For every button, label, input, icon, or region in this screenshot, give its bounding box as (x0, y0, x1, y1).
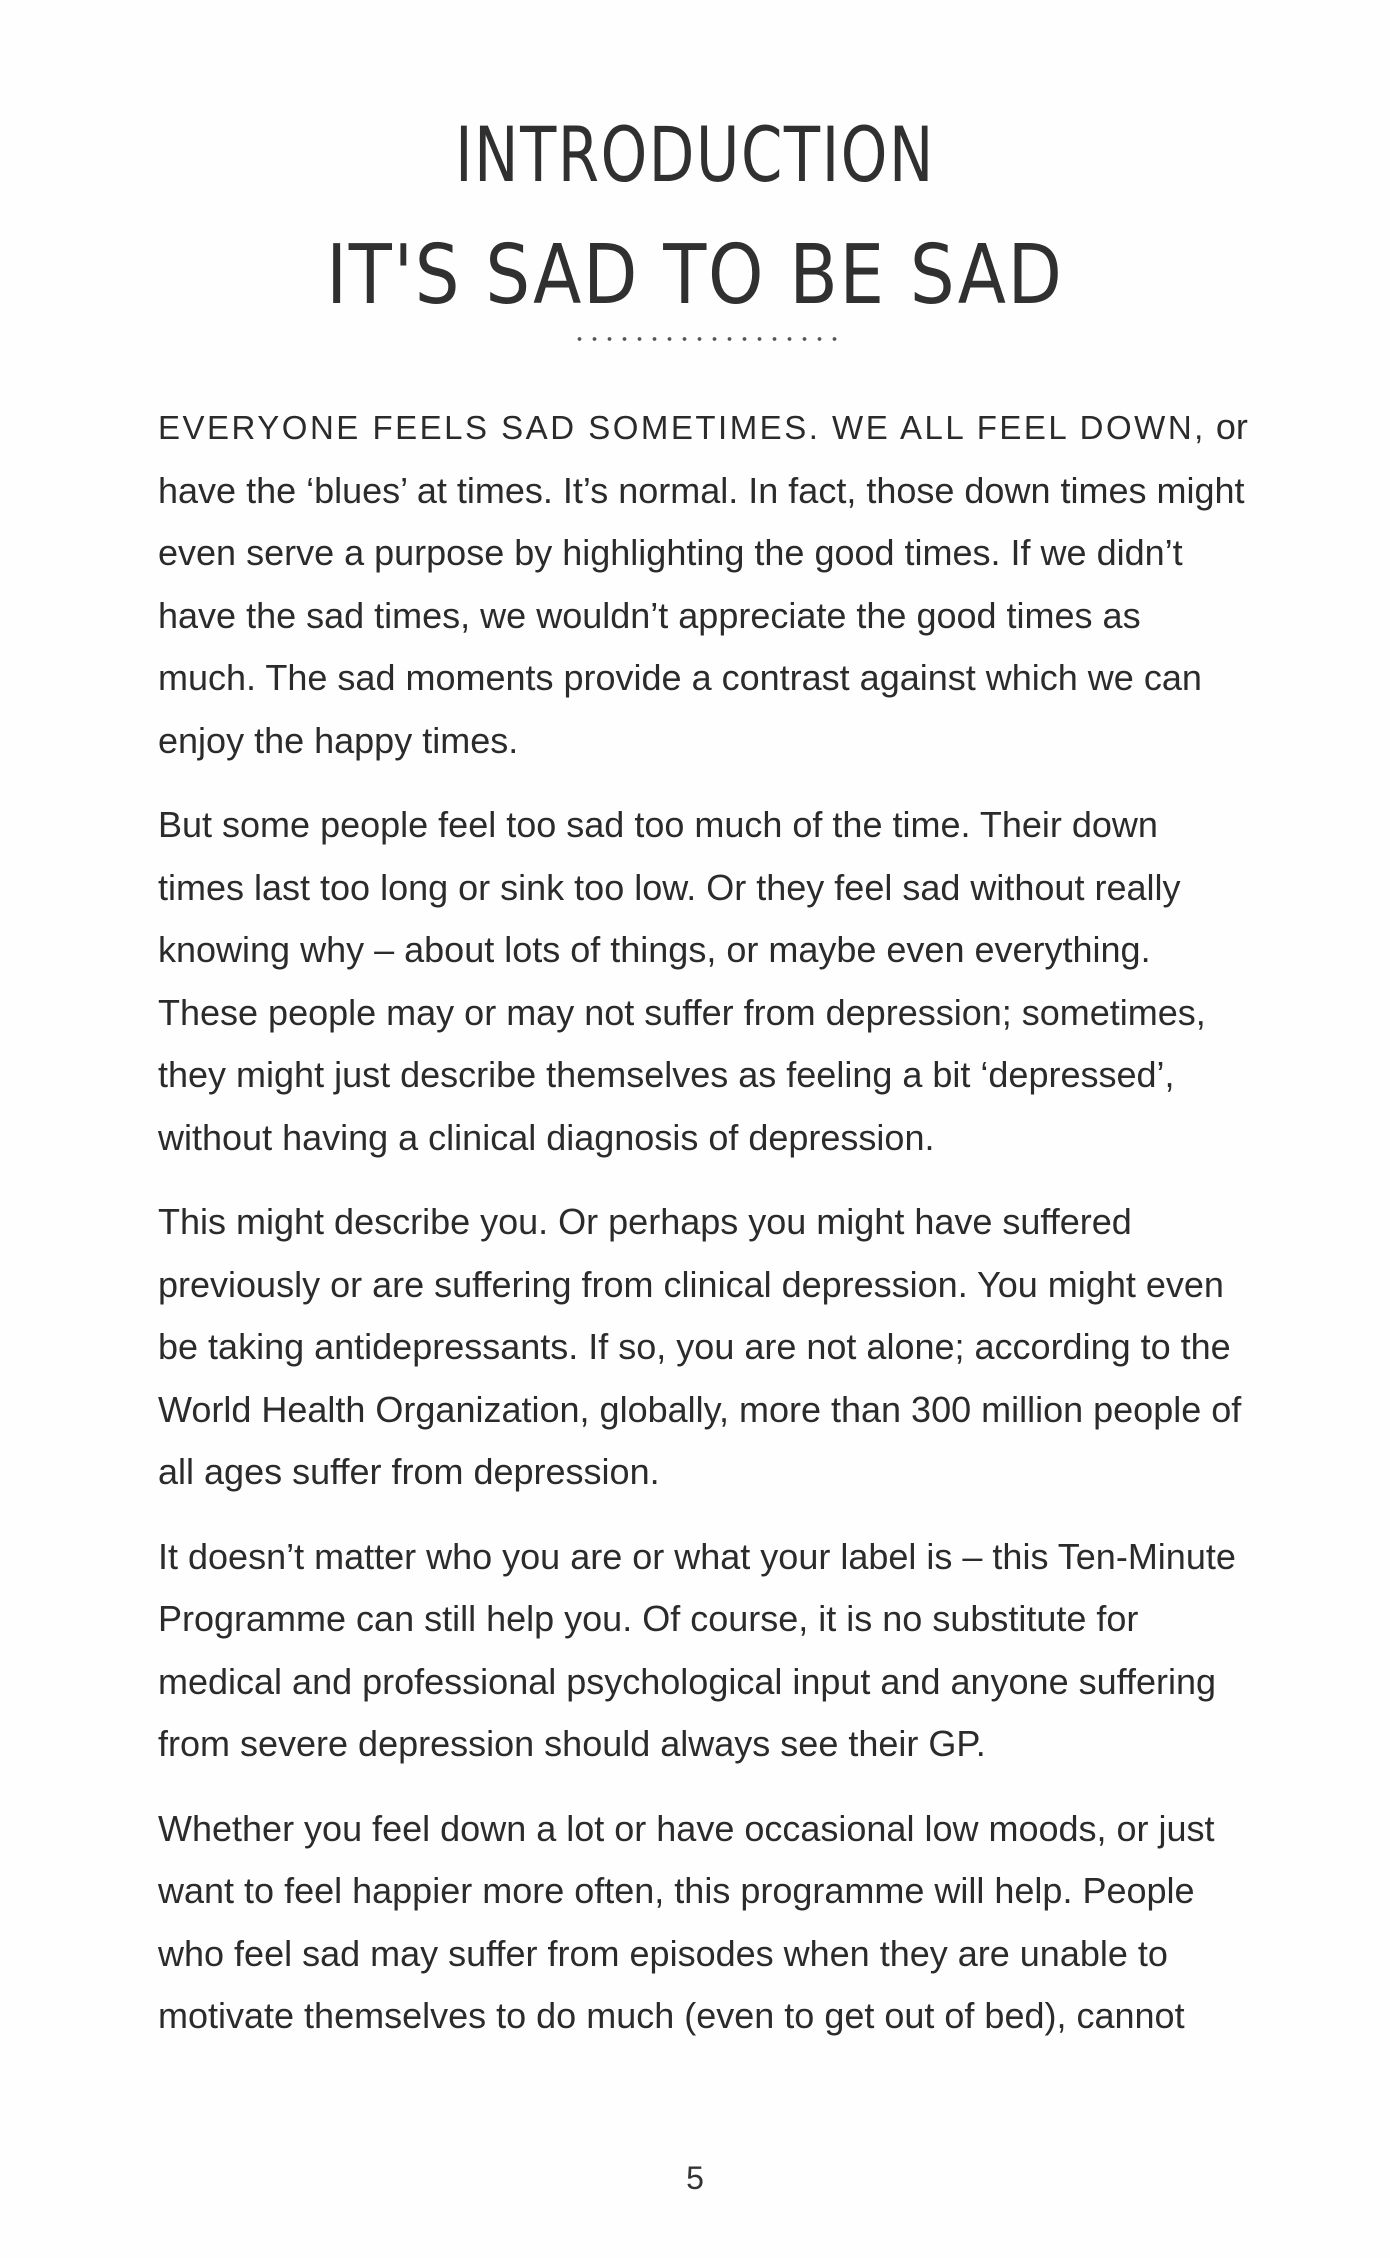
paragraph-lead-caps: EVERYONE FEELS SAD SOMETIMES. WE ALL FEEL DOWN, (158, 409, 1206, 446)
paragraph-5: Whether you feel down a lot or have occasional low moods, or just want to feel happier more often, this programme will help. People who feel sad may suffer from episodes when they are unable to motivate themselves to do much (even to get out of bed), cannot (158, 1807, 1215, 2036)
chapter-title: IT'S SAD TO BE SAD (326, 228, 1064, 323)
page-number: 5 (686, 2160, 704, 2196)
paragraph-2: But some people feel too sad too much of the time. Their down times last too long or sink too low. Or they feel sad without really knowing why – about lots of things, or maybe even everything. These people may or may not suffer from depression; sometimes, they might just describe themselves as feeling a bit ‘depressed’, without having a clinical diagnosis of depression. (158, 804, 1206, 1158)
paragraph-1 (158, 396, 1248, 772)
chapter-label: INTRODUCTION (455, 110, 935, 199)
body-text (158, 396, 1248, 2070)
paragraph-4: It doesn’t matter who you are or what your label is – this Ten-Minute Programme can still help you. Of course, it is no substitute for medical and professional psychological input and anyone suffering from severe depression should always see their GP. (158, 1535, 1236, 1764)
dotted-divider (572, 336, 842, 342)
paragraph-3: This might describe you. Or perhaps you might have suffered previously or are suffering from clinical depression. You might even be taking antidepressants. If so, you are not alone; according to the World Health Organization, globally, more than 300 million people of all ages suffer from depression. (158, 1201, 1242, 1492)
paragraph-text: or have the ‘blues’ at times. It’s normal. In fact, those down times might even serve a purpose by highlighting the good times. If we didn’t have the sad times, we wouldn’t appreciate the good times as much. The sad moments provide a contrast against which we can enjoy the happy times. (158, 406, 1248, 761)
